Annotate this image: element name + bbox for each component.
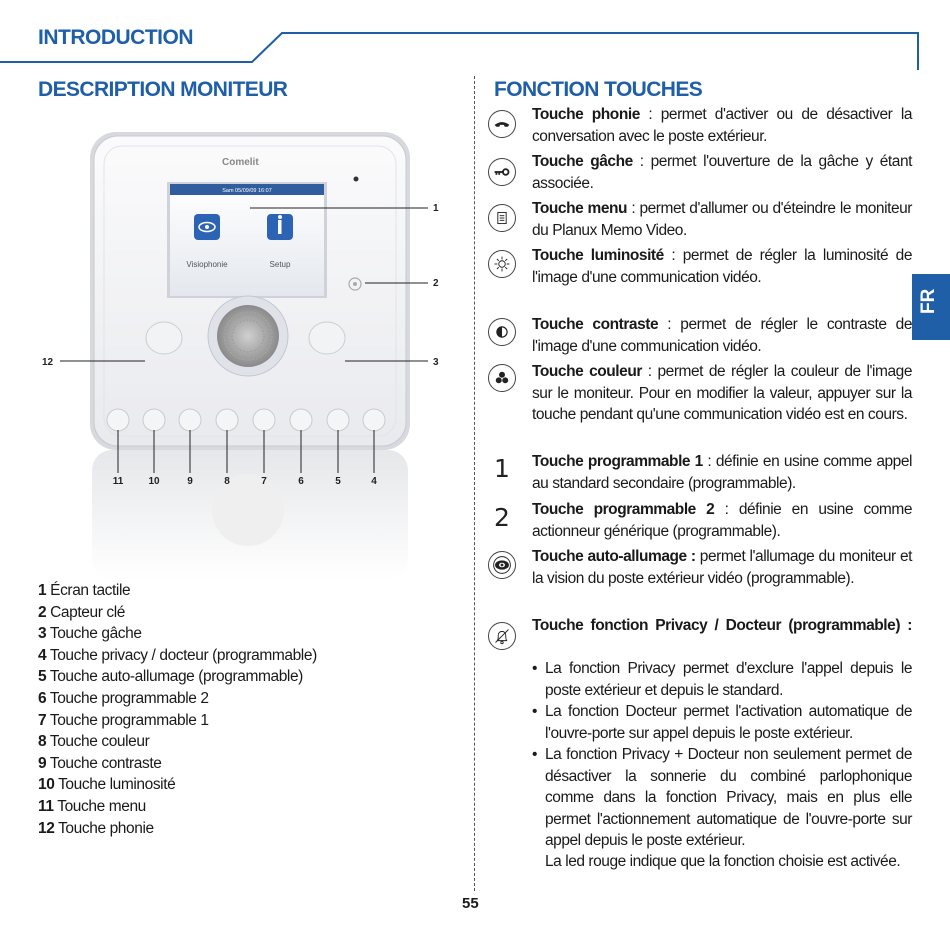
function-phonie: Touche phonie : permet d'activer ou de désactiver la conversation avec le poste extérieur. [532,106,913,145]
menu-icon [488,204,516,232]
callout-3: 3 [433,357,439,368]
legend-item: 2 Capteur clé [38,603,126,621]
callout-2: 2 [433,278,439,289]
function-gache: Touche gâche : permet l'ouverture de la gâche y étant associée. [532,153,912,192]
privacy-icon [488,622,516,650]
function-privacy-docteur-title: Touche fonction Privacy / Docteur (programmable) : [532,617,912,634]
language-tab: FR [912,274,950,340]
key-icon [488,158,516,186]
function-couleur: Touche couleur : permet de régler la couleur de l'image sur le moniteur. Pour en modifier la valeur, appuyer sur la touche pendant qu'une communication vidéo est en cours. [532,363,912,423]
brightness-icon [488,250,516,278]
programmable-2-icon: 2 [494,503,510,532]
callout-11: 11 [112,476,124,487]
header-title: INTRODUCTION [38,26,193,49]
left-section-title: DESCRIPTION MONITEUR [38,78,288,101]
legend-item: 10 Touche luminosité [38,776,176,794]
legend-list [38,580,317,839]
screen-date-text: Sam 05/09/09 16:07 [222,188,272,194]
callout-5: 5 [335,476,341,487]
eye-icon [488,551,516,579]
callout-10: 10 [148,476,160,487]
monitor-illustration [40,120,460,580]
screen-icon-label-setup: Setup [269,260,291,269]
legend-item: 11 Touche menu [38,797,146,815]
legend-item: 6 Touche programmable 2 [38,689,209,707]
bullet-item: • La fonction Privacy permet d'exclure l'appel depuis le poste extérieur et depuis le standard. [532,660,912,699]
function-programmable-2: Touche programmable 2 : définie en usine comme actionneur générique (programmable). [532,501,913,540]
legend-item: 1 Écran tactile [38,582,131,599]
function-auto-allumage: Touche auto-allumage : permet l'allumage du moniteur et la vision du poste extérieur vidéo (programmable). [532,548,912,587]
function-programmable-1: Touche programmable 1 : définie en usine comme appel au standard secondaire (programmable). [532,453,913,492]
callout-12: 12 [42,357,54,368]
function-menu: Touche menu : permet d'allumer ou d'éteindre le moniteur du Planux Memo Video. [532,200,912,239]
legend-item: 12 Touche phonie [38,819,154,837]
legend-item: 4 Touche privacy / docteur (programmable) [38,646,317,664]
screen-icon-label-visio: Visiophonie [186,260,228,269]
legend-item: 8 Touche couleur [38,733,150,751]
color-icon [488,364,516,392]
callout-9: 9 [187,476,193,487]
legend-item: 5 Touche auto-allumage (programmable) [38,668,303,686]
legend-item: 7 Touche programmable 1 [38,711,209,729]
contrast-icon [488,318,516,346]
phone-icon [488,110,516,138]
bullet-item: • La fonction Privacy + Docteur non seulement permet de désactiver la sonnerie du combiné parlophonique comme dans la fonction Privacy, mais en plus elle permet l'actionnement automatique de l'ouvre-porte sur appel depuis le poste extérieur. [532,746,912,849]
function-luminosite: Touche luminosité : permet de régler la luminosité de l'image d'une communication vidéo. [532,247,912,286]
right-section-title: FONCTION TOUCHES [494,78,703,101]
legend-item: 3 Touche gâche [38,625,142,643]
callout-1: 1 [433,203,439,214]
programmable-1-icon: 1 [494,454,510,483]
function-contraste: Touche contraste : permet de régler le contraste de l'image d'une communication vidéo. [532,316,913,355]
callout-7: 7 [261,476,267,487]
callout-4: 4 [371,476,377,487]
page-number: 55 [462,895,479,912]
legend-item: 9 Touche contraste [38,754,162,772]
callout-8: 8 [224,476,230,487]
callout-6: 6 [298,476,304,487]
bullet-item: • La fonction Docteur permet l'activation automatique de l'ouvre-porte sur appel depuis le poste extérieur. [532,703,912,742]
column-divider [474,76,475,891]
note-text: La led rouge indique que la fonction choisie est activée. [545,853,901,870]
brand-logo-text: Comelit [222,157,259,168]
